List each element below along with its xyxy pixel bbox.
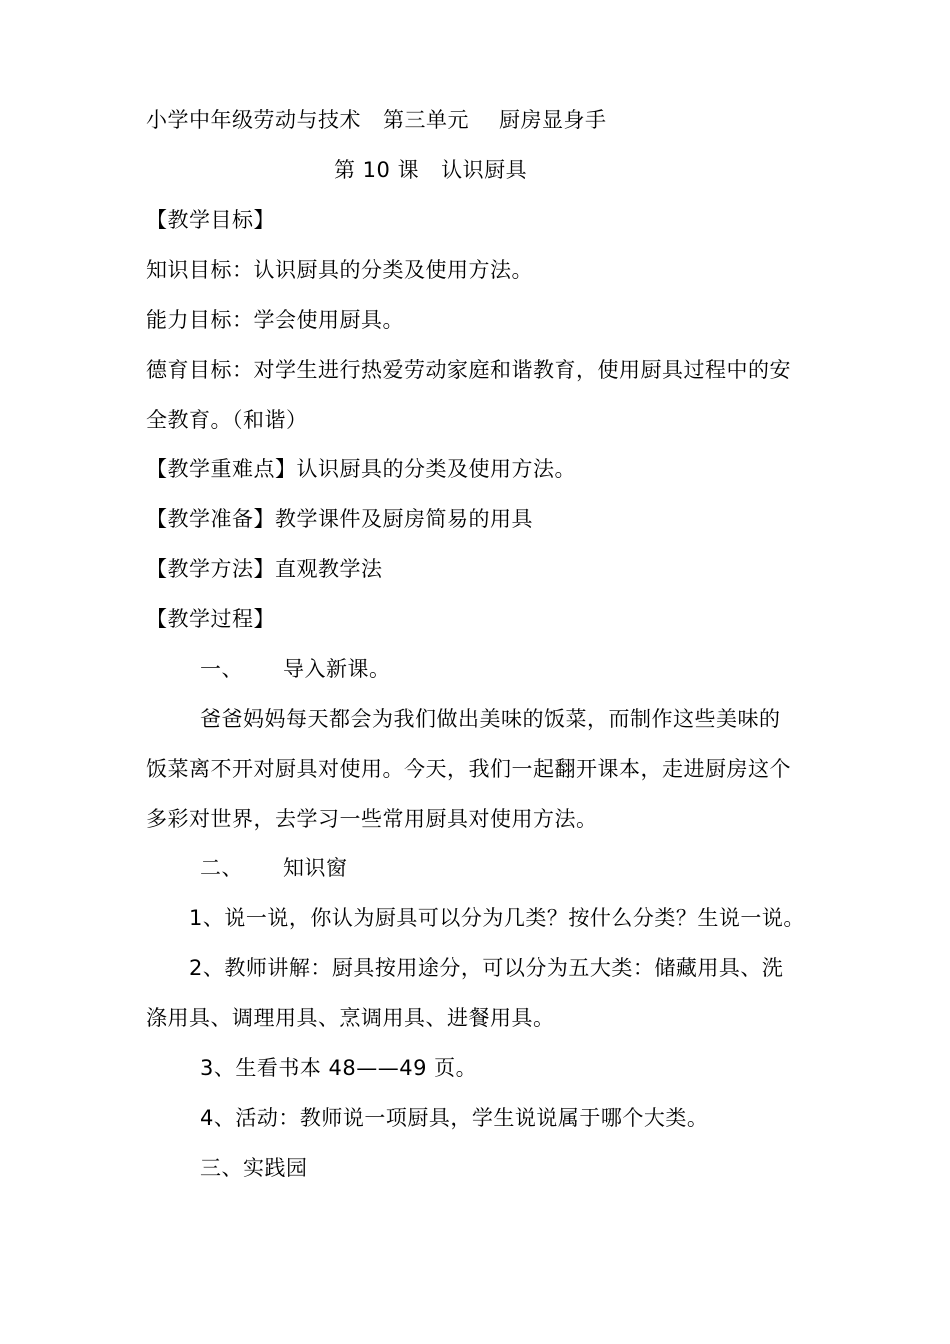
intro-paragraph-line-3: 多彩对世界，去学习一些常用厨具对使用方法。 bbox=[146, 807, 598, 831]
section-1-number: 一、 bbox=[200, 657, 243, 681]
lesson-name: 认识厨具 bbox=[441, 158, 528, 182]
section-3-heading: 三、实践园 bbox=[200, 1156, 308, 1180]
teaching-preparation: 【教学准备】教学课件及厨房简易的用具 bbox=[146, 507, 533, 531]
key-points: 【教学重难点】认识厨具的分类及使用方法。 bbox=[146, 457, 576, 481]
lesson-title bbox=[334, 157, 527, 183]
document-header bbox=[146, 107, 607, 133]
knowledge-item-4: 4、活动：教师说一项厨具，学生说说属于哪个大类。 bbox=[200, 1106, 709, 1130]
intro-paragraph-line-1: 爸爸妈妈每天都会为我们做出美味的饭菜，而制作这些美味的 bbox=[200, 707, 781, 731]
knowledge-objective: 知识目标：认识厨具的分类及使用方法。 bbox=[146, 258, 533, 282]
moral-objective-line-1: 德育目标：对学生进行热爱劳动家庭和谐教育，使用厨具过程中的安 bbox=[146, 358, 791, 382]
moral-objective-line-2: 全教育。（和谐） bbox=[146, 408, 308, 432]
intro-paragraph-line-2: 饭菜离不开对厨具对使用。今天，我们一起翻开课本，走进厨房这个 bbox=[146, 757, 791, 781]
ability-objective: 能力目标：学会使用厨具。 bbox=[146, 308, 404, 332]
section-2-label: 知识窗 bbox=[283, 856, 348, 880]
process-heading: 【教学过程】 bbox=[146, 607, 275, 631]
section-1-label: 导入新课。 bbox=[283, 657, 391, 681]
section-2-heading bbox=[200, 855, 348, 881]
unit-title: 厨房显身手 bbox=[499, 108, 607, 132]
teaching-method: 【教学方法】直观教学法 bbox=[146, 557, 383, 581]
knowledge-item-3: 3、生看书本 48——49 页。 bbox=[200, 1056, 478, 1080]
knowledge-item-1: 1、说一说，你认为厨具可以分为几类？按什么分类？生说一说。 bbox=[189, 906, 805, 930]
section-2-number: 二、 bbox=[200, 856, 243, 880]
knowledge-item-2-line-1: 2、教师讲解：厨具按用途分，可以分为五大类：储藏用具、洗 bbox=[189, 956, 784, 980]
knowledge-item-2-line-2: 涤用具、调理用具、烹调用具、进餐用具。 bbox=[146, 1006, 555, 1030]
section-1-heading bbox=[200, 656, 391, 682]
course-name: 小学中年级劳动与技术 bbox=[146, 108, 361, 132]
objectives-heading: 【教学目标】 bbox=[146, 208, 275, 232]
lesson-number: 第 10 课 bbox=[334, 158, 420, 182]
unit-number: 第三单元 bbox=[383, 108, 469, 132]
